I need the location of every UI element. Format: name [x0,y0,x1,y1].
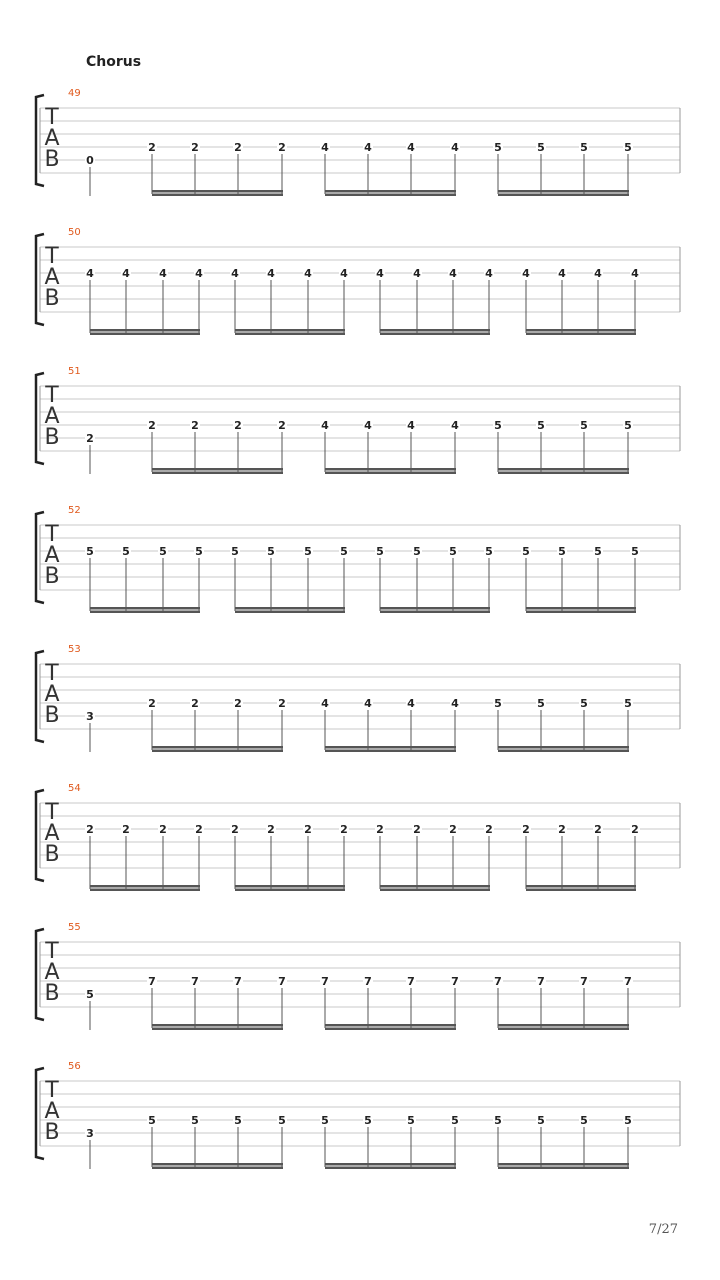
beam-lower [152,750,283,753]
fret-number: 7 [234,975,242,988]
tab-clef-letter: T [45,800,59,825]
fret-number: 5 [148,1114,156,1127]
beam-upper [152,1024,283,1027]
fret-number: 5 [494,419,502,432]
fret-number: 7 [407,975,415,988]
beam-upper [235,885,345,888]
fret-number: 3 [86,1127,94,1140]
measure-number: 53 [68,644,81,655]
tab-system [36,505,680,613]
fret-number: 2 [558,823,566,836]
fret-number: 5 [122,545,130,558]
fret-number: 2 [191,141,199,154]
beam-lower [235,611,345,614]
fret-number: 2 [376,823,384,836]
fret-number: 5 [86,545,94,558]
fret-number: 4 [364,697,372,710]
fret-number: 5 [537,419,545,432]
beam-upper [325,1024,456,1027]
fret-number: 5 [340,545,348,558]
beam-upper [498,190,629,193]
fret-number: 2 [148,419,156,432]
fret-number: 4 [449,267,457,280]
tab-clef-letter: B [44,147,60,172]
tab-clef-letter: A [44,960,60,985]
beam-lower [152,1167,283,1170]
fret-number: 4 [451,697,459,710]
fret-number: 5 [191,1114,199,1127]
fret-number: 5 [580,141,588,154]
fret-number: 7 [191,975,199,988]
beam-upper [526,885,636,888]
fret-number: 4 [413,267,421,280]
fret-number: 5 [376,545,384,558]
fret-number: 7 [364,975,372,988]
tab-clef-letter: A [44,821,60,846]
beam-lower [325,1028,456,1031]
beam-upper [325,468,456,471]
beam-upper [498,746,629,749]
fret-number: 4 [407,697,415,710]
fret-number: 5 [159,545,167,558]
fret-number: 4 [122,267,130,280]
fret-number: 2 [86,432,94,445]
beam-lower [498,750,629,753]
tab-clef-letter: A [44,682,60,707]
fret-number: 5 [494,1114,502,1127]
fret-number: 5 [407,1114,415,1127]
tab-clef-letter: A [44,543,60,568]
tab-clef-letter: B [44,842,60,867]
beam-upper [498,468,629,471]
beam-upper [90,329,200,332]
fret-number: 2 [86,823,94,836]
beam-lower [498,194,629,197]
fret-number: 5 [522,545,530,558]
fret-number: 2 [278,697,286,710]
fret-number: 5 [267,545,275,558]
fret-number: 5 [594,545,602,558]
beam-upper [235,329,345,332]
fret-number: 2 [191,697,199,710]
tab-clef-letter: B [44,286,60,311]
fret-number: 5 [537,1114,545,1127]
fret-number: 5 [580,419,588,432]
fret-number: 7 [494,975,502,988]
beam-lower [325,1167,456,1170]
fret-number: 2 [159,823,167,836]
fret-number: 4 [594,267,602,280]
tab-clef-letter: B [44,703,60,728]
tab-clef-letter: A [44,126,60,151]
tab-clef-letter: B [44,425,60,450]
fret-number: 2 [631,823,639,836]
tab-clef-letter: T [45,939,59,964]
beam-lower [325,472,456,475]
beam-lower [152,194,283,197]
tab-clef-letter: B [44,981,60,1006]
tab-system [36,227,680,335]
beam-upper [152,468,283,471]
beam-upper [235,607,345,610]
beam-lower [90,889,200,892]
fret-number: 5 [580,697,588,710]
beam-lower [380,333,490,336]
fret-number: 4 [86,267,94,280]
beam-upper [325,190,456,193]
fret-number: 2 [413,823,421,836]
fret-number: 7 [624,975,632,988]
fret-number: 5 [234,1114,242,1127]
fret-number: 2 [278,141,286,154]
beam-upper [380,329,490,332]
fret-number: 7 [451,975,459,988]
beam-upper [526,329,636,332]
fret-number: 5 [558,545,566,558]
beam-upper [526,607,636,610]
measure-number: 52 [68,505,81,516]
section-title: Chorus [86,54,142,70]
tab-clef-letter: T [45,1078,59,1103]
fret-number: 2 [304,823,312,836]
fret-number: 4 [195,267,203,280]
fret-number: 2 [231,823,239,836]
fret-number: 5 [537,697,545,710]
fret-number: 4 [558,267,566,280]
fret-number: 4 [631,267,639,280]
beam-lower [526,889,636,892]
tab-clef-letter: A [44,265,60,290]
fret-number: 4 [451,419,459,432]
fret-number: 2 [485,823,493,836]
tab-system [36,644,680,752]
fret-number: 5 [624,697,632,710]
fret-number: 2 [122,823,130,836]
tab-clef-letter: B [44,1120,60,1145]
fret-number: 4 [407,141,415,154]
fret-number: 2 [340,823,348,836]
measure-number: 54 [68,783,81,794]
measure-number: 49 [68,88,81,99]
beam-upper [325,746,456,749]
fret-number: 2 [234,419,242,432]
beam-lower [498,1028,629,1031]
fret-number: 4 [231,267,239,280]
fret-number: 5 [631,545,639,558]
tab-clef-letter: T [45,105,59,130]
fret-number: 5 [278,1114,286,1127]
fret-number: 4 [340,267,348,280]
fret-number: 4 [364,141,372,154]
fret-number: 5 [580,1114,588,1127]
beam-upper [380,607,490,610]
beam-lower [498,472,629,475]
beam-lower [235,333,345,336]
fret-number: 4 [522,267,530,280]
tab-system [36,1061,680,1169]
fret-number: 4 [159,267,167,280]
fret-number: 4 [407,419,415,432]
tab-system [36,88,680,196]
fret-number: 4 [376,267,384,280]
beam-upper [498,1163,629,1166]
tab-clef-letter: T [45,661,59,686]
fret-number: 5 [494,141,502,154]
tab-clef-letter: T [45,522,59,547]
beam-upper [90,885,200,888]
fret-number: 3 [86,710,94,723]
beam-upper [498,1024,629,1027]
fret-number: 7 [537,975,545,988]
fret-number: 2 [278,419,286,432]
measure-number: 50 [68,227,81,238]
beam-lower [90,611,200,614]
fret-number: 4 [321,697,329,710]
fret-number: 2 [148,141,156,154]
fret-number: 5 [624,419,632,432]
fret-number: 2 [195,823,203,836]
fret-number: 2 [234,697,242,710]
fret-number: 4 [304,267,312,280]
fret-number: 5 [364,1114,372,1127]
fret-number: 5 [624,1114,632,1127]
tab-clef-letter: A [44,1099,60,1124]
fret-number: 4 [321,141,329,154]
beam-lower [498,1167,629,1170]
tab-clef-letter: T [45,244,59,269]
beam-lower [90,333,200,336]
fret-number: 7 [580,975,588,988]
fret-number: 5 [451,1114,459,1127]
fret-number: 7 [148,975,156,988]
fret-number: 5 [494,697,502,710]
tab-clef-letter: A [44,404,60,429]
fret-number: 5 [86,988,94,1001]
beam-lower [152,472,283,475]
beam-lower [152,1028,283,1031]
measure-number: 55 [68,922,81,933]
fret-number: 4 [485,267,493,280]
fret-number: 4 [321,419,329,432]
beam-lower [526,333,636,336]
fret-number: 2 [449,823,457,836]
fret-number: 7 [321,975,329,988]
beam-upper [152,190,283,193]
fret-number: 5 [304,545,312,558]
fret-number: 5 [485,545,493,558]
fret-number: 7 [278,975,286,988]
fret-number: 2 [234,141,242,154]
fret-number: 2 [522,823,530,836]
fret-number: 5 [624,141,632,154]
fret-number: 2 [191,419,199,432]
beam-upper [325,1163,456,1166]
page-number: 7/27 [648,1222,678,1237]
beam-lower [325,750,456,753]
fret-number: 5 [537,141,545,154]
beam-upper [152,1163,283,1166]
beam-lower [526,611,636,614]
measure-number: 56 [68,1061,81,1072]
measure-number: 51 [68,366,81,377]
tab-clef-letter: B [44,564,60,589]
fret-number: 4 [451,141,459,154]
beam-lower [380,889,490,892]
beam-upper [152,746,283,749]
fret-number: 4 [364,419,372,432]
fret-number: 5 [321,1114,329,1127]
tab-system [36,922,680,1030]
fret-number: 2 [148,697,156,710]
beam-lower [380,611,490,614]
fret-number: 4 [267,267,275,280]
beam-upper [380,885,490,888]
fret-number: 5 [195,545,203,558]
fret-number: 0 [86,154,94,167]
tab-system [36,366,680,474]
fret-number: 5 [413,545,421,558]
fret-number: 5 [231,545,239,558]
fret-number: 2 [267,823,275,836]
fret-number: 5 [449,545,457,558]
tab-system [36,783,680,891]
beam-lower [325,194,456,197]
beam-lower [235,889,345,892]
beam-upper [90,607,200,610]
fret-number: 2 [594,823,602,836]
tab-clef-letter: T [45,383,59,408]
